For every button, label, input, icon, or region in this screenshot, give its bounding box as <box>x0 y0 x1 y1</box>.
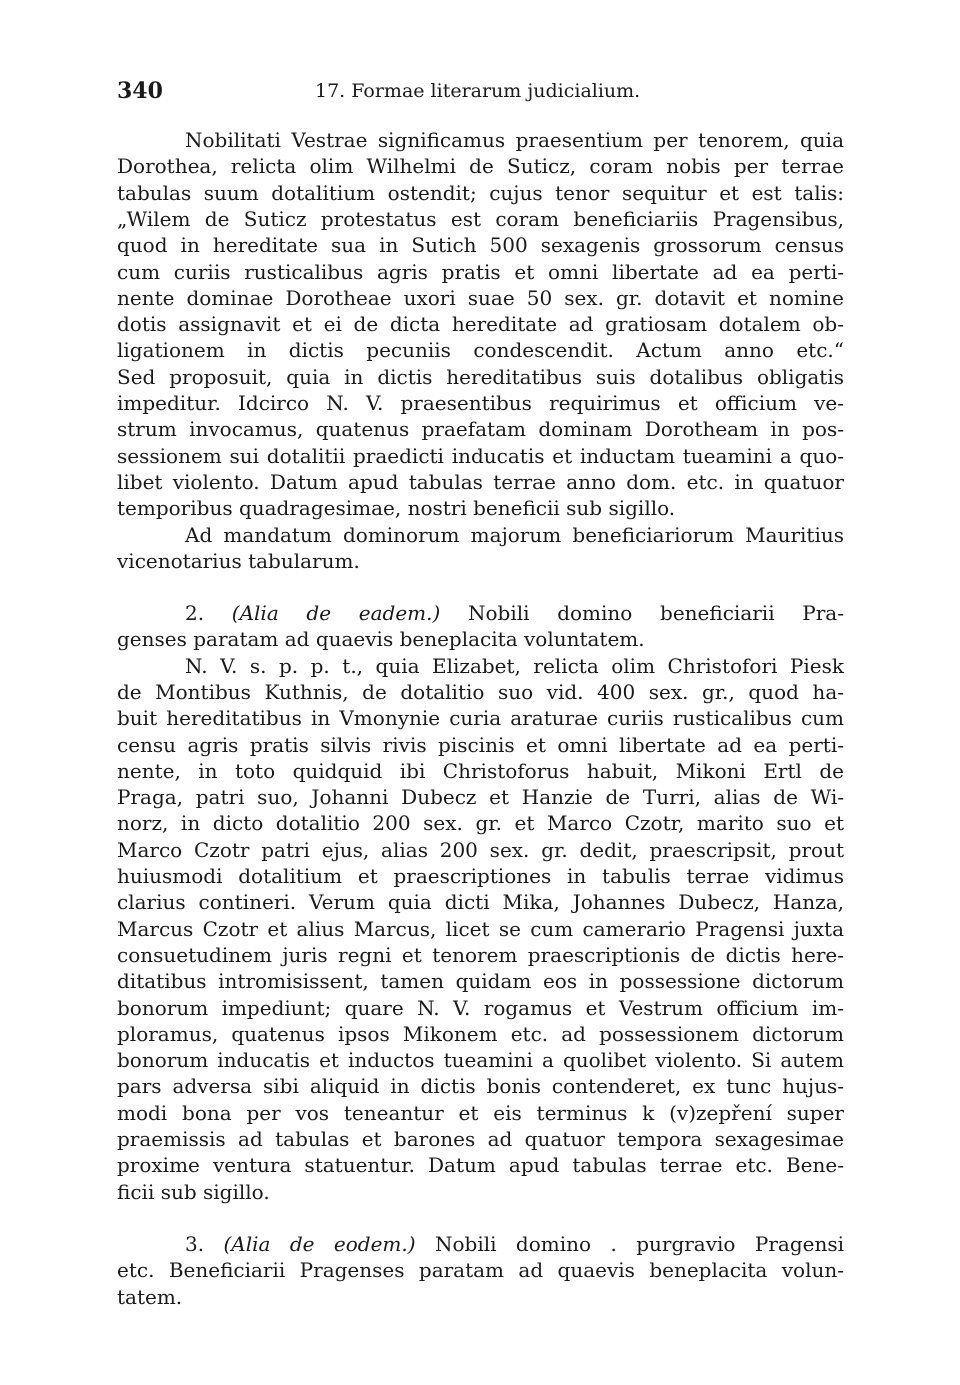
text-line: nente, in toto quidquid ibi Christoforus habuit, Mikoni Ertl de <box>117 759 844 783</box>
text-line: sessionem sui dotalitii praedicti inducatis et inductam tueamini a quo- <box>117 444 844 468</box>
text-line: Dorothea, relicta olim Wilhelmi de Suticz, coram nobis per terrae <box>117 154 844 178</box>
text-line: Ad mandatum dominorum majorum beneficiariorum Mauritius <box>185 523 844 547</box>
section-number: 3. <box>185 1232 224 1256</box>
text-line: Marcus Czotr et alius Marcus, licet se cum camerario Pragensi juxta <box>117 917 844 941</box>
text-line: quod in hereditate sua in Sutich 500 sexagenis grossorum census <box>117 233 844 257</box>
running-title: 17. Formae literarum judicialium. <box>315 80 641 102</box>
text-line: ditatibus intromisissent, tamen quidam eos in possessione dictorum <box>117 969 844 993</box>
text-line: Marco Czotr patri ejus, alias 200 sex. gr. dedit, praescripsit, prout <box>117 838 844 862</box>
text-line: temporibus quadragesimae, nostri beneficii sub sigillo. <box>117 496 676 520</box>
text-line: tabulas suum dotalitium ostendit; cujus tenor sequitur et est talis: <box>117 181 844 205</box>
text-line: nente dominae Dorotheae uxori suae 50 sex. gr. dotavit et nomine <box>117 286 844 310</box>
text-line: norz, in dicto dotalitio 200 sex. gr. et Marco Czotr, marito suo et <box>117 811 844 835</box>
text-line: praemissis ad tabulas et barones ad quatuor tempora sexagesimae <box>117 1127 844 1151</box>
text-line: consuetudinem juris regni et tenorem praescriptionis de dictis here- <box>117 943 844 967</box>
text-line: ficii sub sigillo. <box>117 1180 270 1204</box>
text-line: ligationem in dictis pecuniis condescendit. Actum anno etc.“ <box>117 338 844 362</box>
text-line: modi bona per vos teneantur et eis terminus k (v)zepření super <box>117 1101 844 1125</box>
text-line: strum invocamus, quatenus praefatam dominam Dorotheam in pos- <box>117 417 844 441</box>
text-line: vicenotarius tabularum. <box>117 549 360 573</box>
section-title: (Alia de eodem.) <box>223 1232 435 1256</box>
text-line: huiusmodi dotalitium et praescriptiones in tabulis terrae vidimus <box>117 864 844 888</box>
text-line <box>185 1231 844 1257</box>
text-line: censu agris pratis silvis rivis piscinis et omni libertate ad ea perti- <box>117 733 844 757</box>
text-line: Praga, patri suo, Johanni Dubecz et Hanzie de Turri, alias de Wi- <box>117 785 844 809</box>
text-line: dotis assignavit et ei de dicta hereditate ad gratiosam dotalem ob- <box>117 312 844 336</box>
text-line: buit hereditatibus in Vmonynie curia araturae curiis rusticalibus cum <box>117 706 844 730</box>
text-line: „Wilem de Suticz protestatus est coram beneficiariis Pragensibus, <box>117 207 844 231</box>
text-line: Nobilitati Vestrae significamus praesentium per tenorem, quia <box>185 128 844 152</box>
text-line: de Montibus Kuthnis, de dotalitio suo vid. 400 sex. gr., quod ha- <box>117 680 844 704</box>
text-line: bonorum impediunt; quare N. V. rogamus et Vestrum officium im- <box>117 996 844 1020</box>
text-line: proxime ventura statuentur. Datum apud tabulas terrae etc. Bene- <box>117 1153 844 1177</box>
page-number: 340 <box>117 78 163 104</box>
text-line: tatem. <box>117 1285 183 1309</box>
text-line: ploramus, quatenus ipsos Mikonem etc. ad possessionem dictorum <box>117 1022 844 1046</box>
text-line: libet violento. Datum apud tabulas terrae anno dom. etc. in quatuor <box>117 470 844 494</box>
section-text: Nobili domino beneficiarii Pra- <box>467 601 844 625</box>
text-line: N. V. s. p. p. t., quia Elizabet, relicta olim Christofori Piesk <box>185 654 844 678</box>
text-line: bonorum inducatis et inductos tueamini a quolibet violento. Si autem <box>117 1048 844 1072</box>
section-number: 2. <box>185 601 232 625</box>
text-line: Sed proposuit, quia in dictis hereditatibus suis dotalibus obligatis <box>117 365 844 389</box>
text-line: pars adversa sibi aliquid in dictis bonis contenderet, ex tunc hujus- <box>117 1074 844 1098</box>
text-line: clarius contineri. Verum quia dicti Mika, Johannes Dubecz, Hanza, <box>117 890 844 914</box>
section-title: (Alia de eadem.) <box>231 601 468 625</box>
text-line <box>185 600 844 626</box>
text-line: genses paratam ad quaevis beneplacita voluntatem. <box>117 627 645 651</box>
text-line: impeditur. Idcirco N. V. praesentibus requirimus et officium ve- <box>117 391 844 415</box>
text-line: cum curiis rusticalibus agris pratis et omni libertate ad ea perti- <box>117 260 844 284</box>
text-line: etc. Beneficiarii Pragenses paratam ad quaevis beneplacita volun- <box>117 1258 844 1282</box>
page-header <box>117 78 844 108</box>
section-text: Nobili domino . purgravio Pragensi <box>434 1232 844 1256</box>
